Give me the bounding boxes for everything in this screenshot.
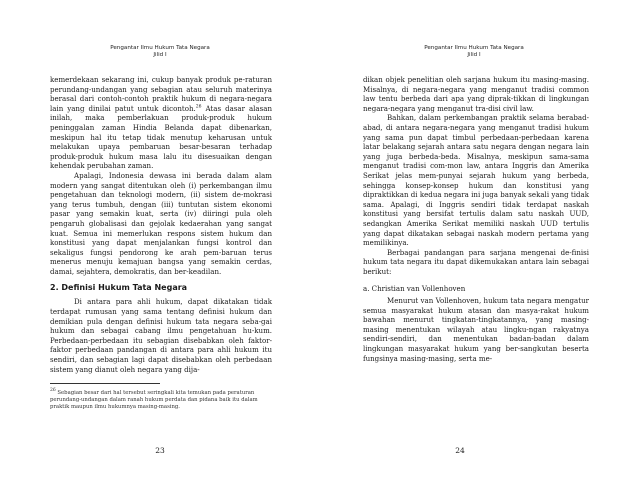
left-paragraph-1-text: kemerdekaan sekarang ini, cukup banyak produk pe-raturan perundang-undangan yang sebagian atau seluruh materinya berasal dari contoh-contoh praktik hukum di negara-negara lain yang dinilai patut untuk dicontoh. (50, 75, 272, 113)
left-paragraph-1-tail: Atas dasar alasan inilah, maka pemberlakuan produk-produk hukum peninggalan zaman Hindia Belanda dapat dibenarkan, meskipun hal itu tetap tidak menutup keharusan untuk melakukan upaya pembaruan besar-besaran terhadap produk-produk hukum masa lalu itu disesuaikan dengan kehendak perubahan zaman. (50, 103, 272, 171)
right-paragraph-2: Bahkan, dalam perkembangan praktik selama berabad-abad, di antara negara-negara yang menganut tradisi hukum yang sama pun dapat timbul perbedaan-perbedaan karena latar belakang sejarah antara satu negara dengan negara lain yang juga berbeda-beda. Misalnya, meskipun sama-sama menganut tradisi com-mon law, antara Inggris dan Amerika Serikat jelas mem-punyai sejarah hukum yang berbeda, sehingga konsep-konsep hukum dan konstitusi yang dipraktikkan di kedua negara ini juga banyak sekali yang tidak sama. Apalagi, di Inggris sendiri tidak terdapat naskah konstitusi yang bersifat tertulis dalam satu naskah UUD, sedangkan Amerika Serikat memiliki naskah UUD tertulis yang dapat dikatakan sebagai naskah modern pertama yang memilikinya. (363, 113, 589, 248)
right-page (319, 0, 638, 493)
right-running-head-title: Pengantar Ilmu Hukum Tata Negara (424, 45, 524, 51)
section-heading: 2. Definisi Hukum Tata Negara (50, 283, 188, 293)
right-running-head-volume: Jilid I (467, 52, 481, 58)
left-running-head-title: Pengantar Ilmu Hukum Tata Negara (110, 45, 210, 51)
right-paragraph-3: Berbagai pandangan para sarjana mengenai de-finisi hukum tata negara itu dapat dikemukakan antara lain sebagai berikut: (363, 247, 589, 276)
left-running-head-volume: Jilid I (153, 52, 167, 58)
footnote-number: 26 (50, 388, 56, 394)
left-paragraph-2: Apalagi, Indonesia dewasa ini berada dalam alam modern yang sangat ditentukan oleh (i) perkembangan ilmu pengetahuan dan teknologi modern, (ii) sistem de-mokrasi yang terus tumbuh, dengan (iii) tuntutan sistem ekonomi pasar yang semakin kuat, serta (iv) diiringi pula oleh pengaruh globalisasi dan gejolak kedaerahan yang sangat kuat. Semua ini memerlukan respons sistem hukum dan konstitusi yang dapat menjalankan fungsi kontrol dan sekaligus fungsi pendorong ke arah pem-baruan terus menerus menuju kemajuan bangsa yang semakin cerdas, damai, sejahtera, demokratis, dan ber-keadilan. (50, 170, 272, 276)
footnote-reference[interactable]: 26 (195, 104, 202, 110)
right-page-number: 24 (455, 446, 465, 455)
subheading-van-vollenhoven: a. Christian van Vollenhoven (363, 284, 466, 294)
right-page-body (363, 75, 589, 363)
left-running-head (95, 45, 225, 59)
left-paragraph-3: Di antara para ahli hukum, dapat dikatakan tidak terdapat rumusan yang sama tentang definisi hukum dan demikian pula dengan definisi hukum tata negara seba-gai hukum dan sebagai cabang ilmu pengetahuan hu-kum. Perbedaan-perbedaan itu sebagian disebabkan oleh faktor-faktor perbedaan pandangan di antara para ahli hukum itu sendiri, dan sebagian lagi dapat disebabkan oleh perbedaan sistem yang dianut oleh negara yang dija- (50, 297, 272, 374)
right-paragraph-4: Menurut van Vollenhoven, hukum tata negara mengatur semua masyarakat hukum atasan dan masya-rakat hukum bawahan menurut tingkatan-tingkatannya, yang masing-masing menentukan wilayah atau lingku-ngan rakyatnya sendiri-sendiri, dan menentukan badan-badan dalam lingkungan masyarakat hukum yang ber-sangkutan beserta fungsinya masing-masing, serta me- (363, 296, 589, 363)
right-paragraph-1: dikan objek penelitian oleh sarjana hukum itu masing-masing. Misalnya, di negara-negara yang menganut tradisi common law tentu berbeda dari apa yang diprak-tikkan di lingkungan negara-negara yang menganut tra-disi civil law. (363, 75, 589, 113)
footnote (50, 390, 268, 412)
left-paragraph-1 (50, 75, 272, 171)
left-page-number: 23 (155, 446, 165, 455)
right-running-head (384, 45, 564, 59)
left-page-body (50, 75, 272, 374)
footnote-divider (50, 383, 160, 384)
footnote-text: Sebagian besar dari hal tersebut seringkali kita temukan pada peraturan perundang-undangan dalam ranah hukum perdata dan pidana baik itu dalam praktik maupun ilmu hukumnya masing-masing. (50, 390, 258, 411)
